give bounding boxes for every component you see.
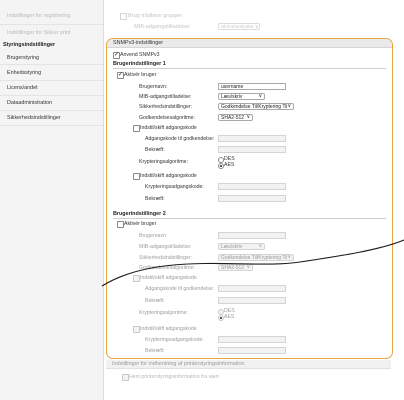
sidebar-item-enhedsstyring[interactable]: Enhedsstyring bbox=[7, 70, 42, 76]
user2-security-select[interactable]: Godkendelse Til/Kryptering Til ∨ bbox=[218, 254, 294, 261]
sidebar-item-sikkerhedsindstillinger[interactable]: Sikkerhedsindstillinger bbox=[7, 115, 61, 121]
printer-info-section-header: Indstillinger for indhentning af printerstyringsinformation bbox=[106, 360, 391, 369]
user2-username-label: Brugernavn: bbox=[139, 233, 168, 239]
sidebar-group-title: Styringsindstillinger bbox=[3, 42, 56, 48]
user1-confirm2-input[interactable] bbox=[218, 195, 286, 202]
user1-header: Brugerindstillinger 1 bbox=[113, 61, 166, 67]
user1-confirm2-label: Bekræft: bbox=[145, 196, 165, 202]
user2-activate-label: Aktivér bruger bbox=[124, 221, 157, 227]
user1-username-input[interactable]: username bbox=[218, 83, 286, 90]
user1-enc-pw-label: Krypteringsadgangskode: bbox=[145, 184, 204, 190]
user2-set-enc-pw-label: Indstil/skift adgangskode bbox=[140, 326, 197, 332]
bottom-faded-section bbox=[106, 360, 404, 400]
user2-enc-algo-label: Krypteringsalgoritme: bbox=[139, 310, 189, 316]
sidebar-item-registrering[interactable]: Indstillinger for registrering bbox=[7, 13, 71, 19]
user1-set-enc-pw-checkbox[interactable] bbox=[133, 173, 140, 180]
user2-set-auth-pw-label: Indstil/skift adgangskode bbox=[140, 275, 197, 281]
user2-confirm2-input[interactable] bbox=[218, 347, 286, 354]
user2-enc-pw-input[interactable] bbox=[218, 336, 286, 343]
user2-set-auth-pw-checkbox[interactable] bbox=[133, 275, 140, 282]
user2-mib-label: MIB-adgangstilladelse: bbox=[139, 244, 192, 250]
user2-set-enc-pw-checkbox[interactable] bbox=[133, 326, 140, 333]
user1-auth-pw-input[interactable] bbox=[218, 135, 286, 142]
user2-enc-pw-label: Krypteringsadgangskode: bbox=[145, 337, 204, 343]
user1-activate-checkbox[interactable] bbox=[117, 72, 124, 79]
user2-header: Brugerindstillinger 2 bbox=[113, 211, 166, 217]
user2-auth-pw-label: Adgangskode til godkendelse: bbox=[145, 286, 215, 292]
user1-confirm-input[interactable] bbox=[218, 146, 286, 153]
top-faded-section bbox=[112, 0, 404, 36]
user1-des-label: DES bbox=[224, 156, 235, 162]
get-printer-info-checkbox[interactable] bbox=[122, 374, 129, 381]
user1-set-enc-pw-label: Indstil/skift adgangskode bbox=[140, 173, 197, 179]
wireless-groups-checkbox[interactable] bbox=[120, 13, 127, 20]
user1-username-label: Brugernavn: bbox=[139, 84, 168, 90]
user2-username-input[interactable] bbox=[218, 232, 286, 239]
user2-auth-algo-label: Godkendelsesalgoritme: bbox=[139, 265, 195, 271]
user1-auth-algo-select[interactable]: SHA2-512 ∨ bbox=[218, 114, 253, 121]
user1-enc-pw-input[interactable] bbox=[218, 183, 286, 190]
user2-security-label: Sikkerhedsindstillinger: bbox=[139, 255, 193, 261]
snmpv3-title: SNMPv3-indstillinger bbox=[107, 39, 392, 48]
user2-mib-select[interactable]: Læs/skriv ∨ bbox=[218, 243, 265, 250]
user2-confirm-input[interactable] bbox=[218, 297, 286, 304]
top-mib-select[interactable]: Skrivebeskyttet ∨ bbox=[218, 23, 260, 30]
wireless-groups-label: Brug trådløse grupper bbox=[128, 13, 183, 19]
sidebar-item-brugerstyring[interactable]: Brugerstyring bbox=[7, 55, 40, 61]
sidebar-item-dataadministration[interactable]: Dataadministration bbox=[7, 100, 52, 106]
use-snmpv3-checkbox[interactable] bbox=[113, 52, 120, 59]
user1-auth-algo-label: Godkendelsesalgoritme: bbox=[139, 115, 195, 121]
use-snmpv3-label: Anvend SNMPv3 bbox=[120, 52, 160, 58]
user2-confirm-label: Bekræft: bbox=[145, 298, 165, 304]
sidebar bbox=[0, 0, 104, 400]
user1-mib-label: MIB-adgangstilladelse: bbox=[139, 94, 192, 100]
user2-activate-checkbox[interactable] bbox=[117, 221, 124, 228]
top-mib-label: MIB-adgangstilladelse: bbox=[134, 24, 191, 30]
user1-security-label: Sikkerhedsindstillinger: bbox=[139, 104, 193, 110]
sidebar-item-licens[interactable]: Licens/andet bbox=[7, 85, 38, 91]
sidebar-item-sikker-print[interactable]: Indstillinger for Sikker print bbox=[7, 30, 71, 36]
user1-aes-label: AES bbox=[224, 162, 235, 168]
user2-aes-label: AES bbox=[224, 314, 235, 320]
user1-confirm-label: Bekræft: bbox=[145, 147, 165, 153]
user1-auth-pw-label: Adgangskode til godkendelse: bbox=[145, 136, 215, 142]
user1-security-select[interactable]: Godkendelse Til/Kryptering Til ∨ bbox=[218, 103, 294, 110]
user2-auth-pw-input[interactable] bbox=[218, 285, 286, 292]
user1-mib-select[interactable]: Læs/skriv ∨ bbox=[218, 93, 265, 100]
user1-set-auth-pw-checkbox[interactable] bbox=[133, 125, 140, 132]
user1-set-auth-pw-label: Indstil/skift adgangskode bbox=[140, 125, 197, 131]
user1-activate-label: Aktivér bruger bbox=[124, 72, 157, 78]
user2-des-label: DES bbox=[224, 308, 235, 314]
get-printer-info-label: Hent printerstyringsinformation fra vært bbox=[129, 374, 219, 380]
user1-enc-algo-label: Krypteringsalgoritme: bbox=[139, 159, 189, 165]
snmpv3-panel bbox=[106, 38, 393, 359]
user2-auth-algo-select[interactable]: SHA2-512 ∨ bbox=[218, 264, 253, 271]
user2-confirm2-label: Bekræft: bbox=[145, 348, 165, 354]
